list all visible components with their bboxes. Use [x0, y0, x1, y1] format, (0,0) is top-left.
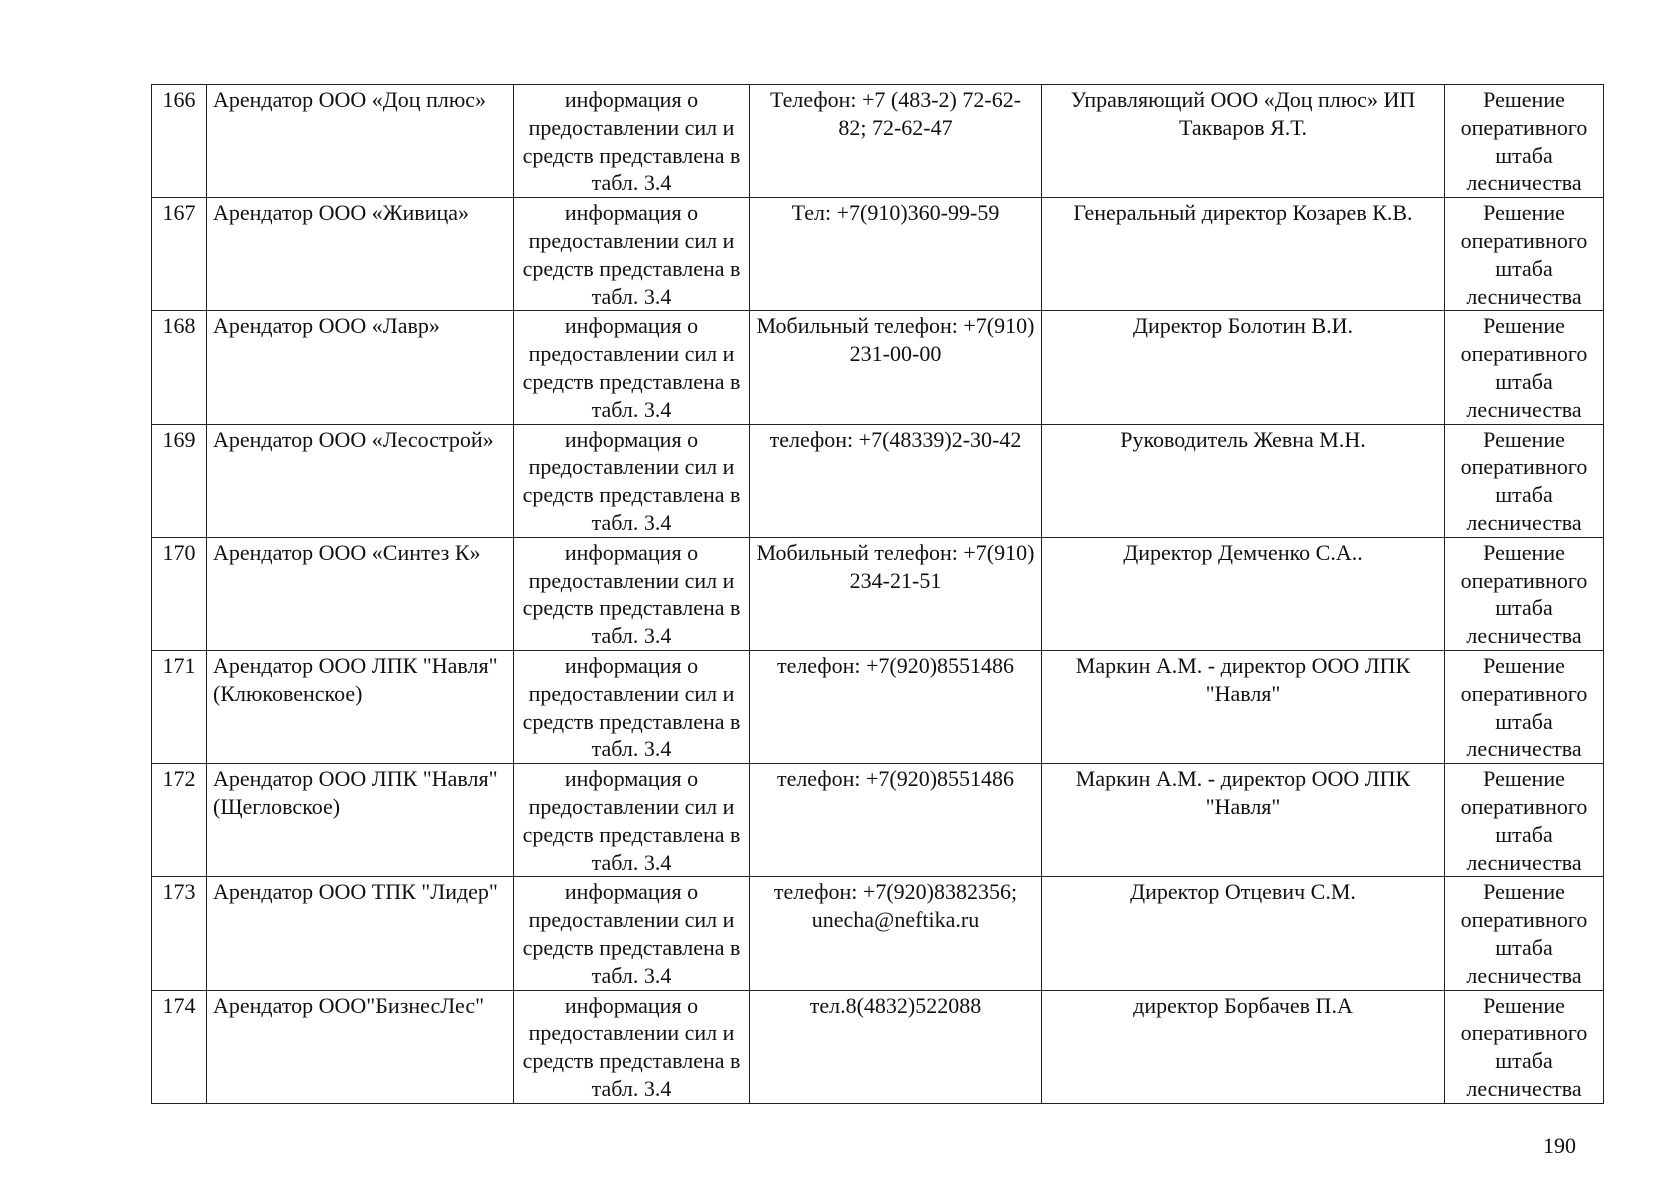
decision-cell: Решение оперативного штаба лесничества — [1445, 990, 1604, 1103]
decision-cell: Решение оперативного штаба лесничества — [1445, 650, 1604, 763]
table-row — [152, 764, 1604, 877]
table-row — [152, 537, 1604, 650]
organization-cell: Арендатор ООО ЛПК "Навля" (Клюковенское) — [207, 650, 514, 763]
organization-cell: Арендатор ООО «Лавр» — [207, 311, 514, 424]
info-cell: информация о предоставлении сил и средств представлена в табл. 3.4 — [514, 85, 750, 198]
organization-cell: Арендатор ООО «Лесострой» — [207, 424, 514, 537]
row-number: 172 — [152, 764, 207, 877]
table-row — [152, 85, 1604, 198]
row-number: 170 — [152, 537, 207, 650]
decision-cell: Решение оперативного штаба лесничества — [1445, 311, 1604, 424]
decision-cell: Решение оперативного штаба лесничества — [1445, 764, 1604, 877]
phone-cell: телефон: +7(920)8551486 — [750, 650, 1042, 763]
table-row — [152, 990, 1604, 1103]
info-cell: информация о предоставлении сил и средств представлена в табл. 3.4 — [514, 424, 750, 537]
phone-cell: телефон: +7(920)8382356; unecha@neftika.ru — [750, 877, 1042, 990]
manager-cell: Руководитель Жевна М.Н. — [1042, 424, 1445, 537]
decision-cell: Решение оперативного штаба лесничества — [1445, 537, 1604, 650]
row-number: 167 — [152, 198, 207, 311]
organization-cell: Арендатор ООО «Живица» — [207, 198, 514, 311]
info-cell: информация о предоставлении сил и средств представлена в табл. 3.4 — [514, 990, 750, 1103]
decision-cell: Решение оперативного штаба лесничества — [1445, 85, 1604, 198]
organization-cell: Арендатор ООО"БизнесЛес" — [207, 990, 514, 1103]
organization-cell: Арендатор ООО «Синтез К» — [207, 537, 514, 650]
row-number: 168 — [152, 311, 207, 424]
phone-cell: тел.8(4832)522088 — [750, 990, 1042, 1103]
decision-cell: Решение оперативного штаба лесничества — [1445, 877, 1604, 990]
manager-cell: Управляющий ООО «Доц плюс» ИП Такваров Я.Т. — [1042, 85, 1445, 198]
table-row — [152, 877, 1604, 990]
organization-cell: Арендатор ООО ТПК "Лидер" — [207, 877, 514, 990]
info-cell: информация о предоставлении сил и средств представлена в табл. 3.4 — [514, 764, 750, 877]
decision-cell: Решение оперативного штаба лесничества — [1445, 424, 1604, 537]
phone-cell: Тел: +7(910)360-99-59 — [750, 198, 1042, 311]
manager-cell: Генеральный директор Козарев К.В. — [1042, 198, 1445, 311]
manager-cell: Директор Отцевич С.М. — [1042, 877, 1445, 990]
phone-cell: телефон: +7(48339)2-30-42 — [750, 424, 1042, 537]
table-row — [152, 311, 1604, 424]
table-row — [152, 198, 1604, 311]
phone-cell: Телефон: +7 (483-2) 72-62-82; 72-62-47 — [750, 85, 1042, 198]
row-number: 173 — [152, 877, 207, 990]
info-cell: информация о предоставлении сил и средств представлена в табл. 3.4 — [514, 650, 750, 763]
row-number: 169 — [152, 424, 207, 537]
contacts-table — [151, 84, 1604, 1104]
info-cell: информация о предоставлении сил и средств представлена в табл. 3.4 — [514, 198, 750, 311]
manager-cell: Директор Болотин В.И. — [1042, 311, 1445, 424]
manager-cell: директор Борбачев П.А — [1042, 990, 1445, 1103]
row-number: 166 — [152, 85, 207, 198]
decision-cell: Решение оперативного штаба лесничества — [1445, 198, 1604, 311]
manager-cell: Маркин А.М. - директор ООО ЛПК "Навля" — [1042, 764, 1445, 877]
row-number: 171 — [152, 650, 207, 763]
phone-cell: Мобильный телефон: +7(910) 231-00-00 — [750, 311, 1042, 424]
manager-cell: Директор Демченко С.А.. — [1042, 537, 1445, 650]
info-cell: информация о предоставлении сил и средств представлена в табл. 3.4 — [514, 311, 750, 424]
page-number: 190 — [1543, 1133, 1576, 1158]
info-cell: информация о предоставлении сил и средств представлена в табл. 3.4 — [514, 877, 750, 990]
phone-cell: Мобильный телефон: +7(910) 234-21-51 — [750, 537, 1042, 650]
organization-cell: Арендатор ООО ЛПК "Навля" (Щегловское) — [207, 764, 514, 877]
table-row — [152, 650, 1604, 763]
organization-cell: Арендатор ООО «Доц плюс» — [207, 85, 514, 198]
info-cell: информация о предоставлении сил и средств представлена в табл. 3.4 — [514, 537, 750, 650]
row-number: 174 — [152, 990, 207, 1103]
manager-cell: Маркин А.М. - директор ООО ЛПК "Навля" — [1042, 650, 1445, 763]
phone-cell: телефон: +7(920)8551486 — [750, 764, 1042, 877]
table-row — [152, 424, 1604, 537]
